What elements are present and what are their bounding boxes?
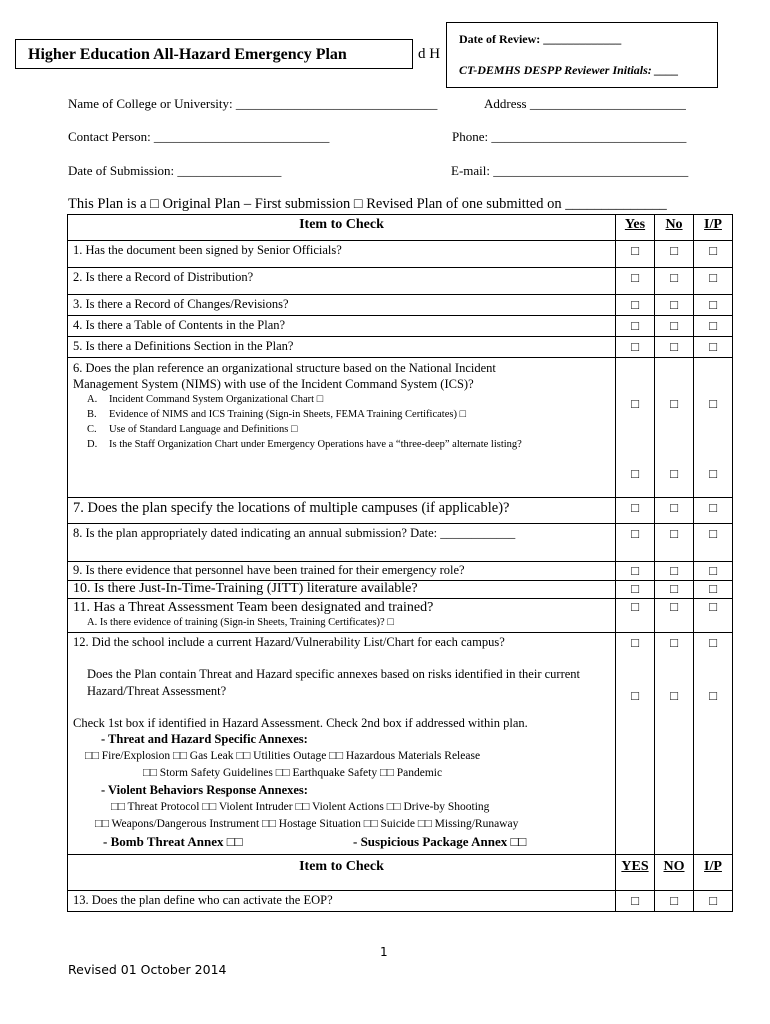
table-row <box>68 562 733 581</box>
table-header-row <box>68 215 733 241</box>
no-checkbox[interactable]: □ <box>655 498 694 524</box>
table-header-row <box>68 855 733 891</box>
yes-checkbox[interactable]: □ <box>616 241 655 268</box>
nims-subitem: A. Incident Command System Organizational Chart □ <box>87 394 324 405</box>
hazard-list-question: 12. Did the school include a current Hazard/Vulnerability List/Chart for each campus? <box>73 635 505 649</box>
yes-checkbox[interactable]: □ <box>616 524 655 562</box>
package-annex-line <box>73 833 610 850</box>
check-instructions: Check 1st box if identified in Hazard Assessment. Check 2nd box if addressed within plan. <box>73 716 528 730</box>
table-row-threat-team <box>68 599 733 633</box>
yes-checkbox[interactable]: □ <box>616 581 655 599</box>
table-row <box>68 268 733 295</box>
checklist-table <box>67 214 733 912</box>
annex-section <box>73 731 610 850</box>
yes-checkbox[interactable]: □ <box>616 599 655 633</box>
nims-subitem: D. Is the Staff Organization Chart under Emergency Operations have a “three-deep” alternate listing? <box>87 439 522 450</box>
document-title: Higher Education All-Hazard Emergency Plan <box>15 39 413 69</box>
header-yes: Yes <box>616 215 655 241</box>
ip-checkbox-group <box>694 633 733 855</box>
no-checkbox[interactable]: □ <box>655 268 694 295</box>
header-item: Item to Check <box>68 215 616 241</box>
row-text: 1. Has the document been signed by Senior Officials? <box>68 241 616 268</box>
table-row <box>68 337 733 358</box>
header-no: No <box>655 215 694 241</box>
threat-team-question: 11. Has a Threat Assessment Team been designated and trained? <box>73 600 434 615</box>
ip-checkbox-group <box>694 358 733 498</box>
submission-date-field[interactable]: Date of Submission: ________________ <box>68 163 282 178</box>
review-date-field[interactable]: Date of Review: _____________ <box>459 32 622 46</box>
yes-checkbox[interactable]: □ <box>631 635 639 650</box>
yes-checkbox[interactable]: □ <box>616 337 655 358</box>
nims-subitem: B. Evidence of NIMS and ICS Training (Sign-in Sheets, FEMA Training Certificates) □ <box>87 409 466 420</box>
header-no: NO <box>655 855 694 891</box>
table-row <box>68 524 733 562</box>
suspicious-package-annex[interactable]: - Suspicious Package Annex □□ <box>353 834 527 849</box>
threat-team-subitem: A. Is there evidence of training (Sign-in Sheets, Training Certificates)? □ <box>87 617 394 628</box>
yes-checkbox-group <box>616 358 655 498</box>
ip-checkbox[interactable]: □ <box>694 599 733 633</box>
no-checkbox[interactable]: □ <box>655 524 694 562</box>
no-checkbox-group <box>655 358 694 498</box>
ip-checkbox[interactable]: □ <box>694 337 733 358</box>
no-checkbox[interactable]: □ <box>670 688 678 703</box>
contact-person-field[interactable]: Contact Person: ___________________________ <box>68 129 330 144</box>
yes-checkbox[interactable]: □ <box>631 396 639 411</box>
row-text: 2. Is there a Record of Distribution? <box>68 268 616 295</box>
row-text: 13. Does the plan define who can activate the EOP? <box>68 891 616 912</box>
threat-annex-heading: - Threat and Hazard Specific Annexes: <box>101 732 308 746</box>
no-checkbox[interactable]: □ <box>655 562 694 581</box>
table-row <box>68 581 733 599</box>
table-row <box>68 316 733 337</box>
yes-checkbox[interactable]: □ <box>631 466 639 481</box>
ip-checkbox[interactable]: □ <box>709 635 717 650</box>
ip-checkbox[interactable]: □ <box>709 466 717 481</box>
no-checkbox[interactable]: □ <box>655 599 694 633</box>
ip-checkbox[interactable]: □ <box>709 396 717 411</box>
table-row-hazard <box>68 633 733 855</box>
ip-checkbox[interactable]: □ <box>694 295 733 316</box>
ip-checkbox[interactable]: □ <box>694 316 733 337</box>
header-ip: I/P <box>694 215 733 241</box>
nims-subitem: C. Use of Standard Language and Definitions □ <box>87 424 298 435</box>
title-overflow-text: d H <box>418 46 441 62</box>
row-text: 10. Is there Just-In-Time-Training (JITT) literature available? <box>68 581 616 599</box>
row-text: 4. Is there a Table of Contents in the Plan? <box>68 316 616 337</box>
violent-annex-options[interactable]: □□ Threat Protocol □□ Violent Intruder □□ Violent Actions □□ Drive-by Shooting <box>111 801 490 813</box>
college-name-field[interactable]: Name of College or University: _______________________________ <box>68 96 438 111</box>
table-row-nims <box>68 358 733 498</box>
row-text <box>68 599 616 633</box>
ip-checkbox[interactable]: □ <box>694 524 733 562</box>
revision-date: Revised 01 October 2014 <box>68 962 227 977</box>
threat-annex-options[interactable]: □□ Fire/Explosion □□ Gas Leak □□ Utilities Outage □□ Hazardous Materials Release <box>85 750 481 762</box>
yes-checkbox[interactable]: □ <box>631 688 639 703</box>
no-checkbox[interactable]: □ <box>655 891 694 912</box>
reviewer-initials-field[interactable]: CT-DEMHS DESPP Reviewer Initials: ____ <box>459 63 679 77</box>
no-checkbox[interactable]: □ <box>655 316 694 337</box>
row-text: 8. Is the plan appropriately dated indicating an annual submission? Date: ____________ <box>68 524 616 562</box>
no-checkbox[interactable]: □ <box>655 241 694 268</box>
no-checkbox[interactable]: □ <box>655 581 694 599</box>
page-number: 1 <box>380 945 388 959</box>
no-checkbox[interactable]: □ <box>670 635 678 650</box>
ip-checkbox[interactable]: □ <box>694 498 733 524</box>
yes-checkbox[interactable]: □ <box>616 891 655 912</box>
yes-checkbox[interactable]: □ <box>616 562 655 581</box>
ip-checkbox[interactable]: □ <box>709 688 717 703</box>
row-text <box>68 633 616 855</box>
ip-checkbox[interactable]: □ <box>694 891 733 912</box>
violent-annex-heading: - Violent Behaviors Response Annexes: <box>101 783 308 797</box>
threat-annex-options[interactable]: □□ Storm Safety Guidelines □□ Earthquake Safety □□ Pandemic <box>143 767 443 779</box>
header-item: Item to Check <box>68 855 616 891</box>
row-text: 7. Does the plan specify the locations of multiple campuses (if applicable)? <box>68 498 616 524</box>
nims-question: 6. Does the plan reference an organizational structure based on the National Incident Management System (NIMS) with use of the Incident Command System (ICS)? <box>73 361 496 391</box>
ip-checkbox[interactable]: □ <box>694 562 733 581</box>
phone-field[interactable]: Phone: ______________________________ <box>452 129 687 144</box>
table-row <box>68 295 733 316</box>
ip-checkbox[interactable]: □ <box>694 268 733 295</box>
no-checkbox[interactable]: □ <box>655 295 694 316</box>
no-checkbox[interactable]: □ <box>670 396 678 411</box>
yes-checkbox[interactable]: □ <box>616 498 655 524</box>
row-text <box>68 358 616 498</box>
yes-checkbox[interactable]: □ <box>616 316 655 337</box>
yes-checkbox[interactable]: □ <box>616 268 655 295</box>
header-ip: I/P <box>694 855 733 891</box>
plan-type-selector[interactable]: This Plan is a □ Original Plan – First submission □ Revised Plan of one submitted on ______________ <box>68 196 667 212</box>
violent-annex-options[interactable]: □□ Weapons/Dangerous Instrument □□ Hostage Situation □□ Suicide □□ Missing/Runaway <box>95 818 519 830</box>
review-box <box>446 22 718 88</box>
row-text: 3. Is there a Record of Changes/Revisions? <box>68 295 616 316</box>
table-row <box>68 891 733 912</box>
bomb-threat-annex[interactable]: - Bomb Threat Annex □□ <box>103 834 243 849</box>
no-checkbox-group <box>655 633 694 855</box>
row-text: 9. Is there evidence that personnel have been trained for their emergency role? <box>68 562 616 581</box>
header-yes: YES <box>616 855 655 891</box>
email-field[interactable]: E-mail: ______________________________ <box>451 163 689 178</box>
table-row <box>68 241 733 268</box>
table-row <box>68 498 733 524</box>
ip-checkbox[interactable]: □ <box>694 581 733 599</box>
yes-checkbox-group <box>616 633 655 855</box>
no-checkbox[interactable]: □ <box>655 337 694 358</box>
ip-checkbox[interactable]: □ <box>694 241 733 268</box>
annex-question: Does the Plan contain Threat and Hazard specific annexes based on risks identified in their current Hazard/Threat Assessment? <box>87 667 580 698</box>
no-checkbox[interactable]: □ <box>670 466 678 481</box>
yes-checkbox[interactable]: □ <box>616 295 655 316</box>
row-text: 5. Is there a Definitions Section in the Plan? <box>68 337 616 358</box>
address-field[interactable]: Address ________________________ <box>484 96 686 111</box>
